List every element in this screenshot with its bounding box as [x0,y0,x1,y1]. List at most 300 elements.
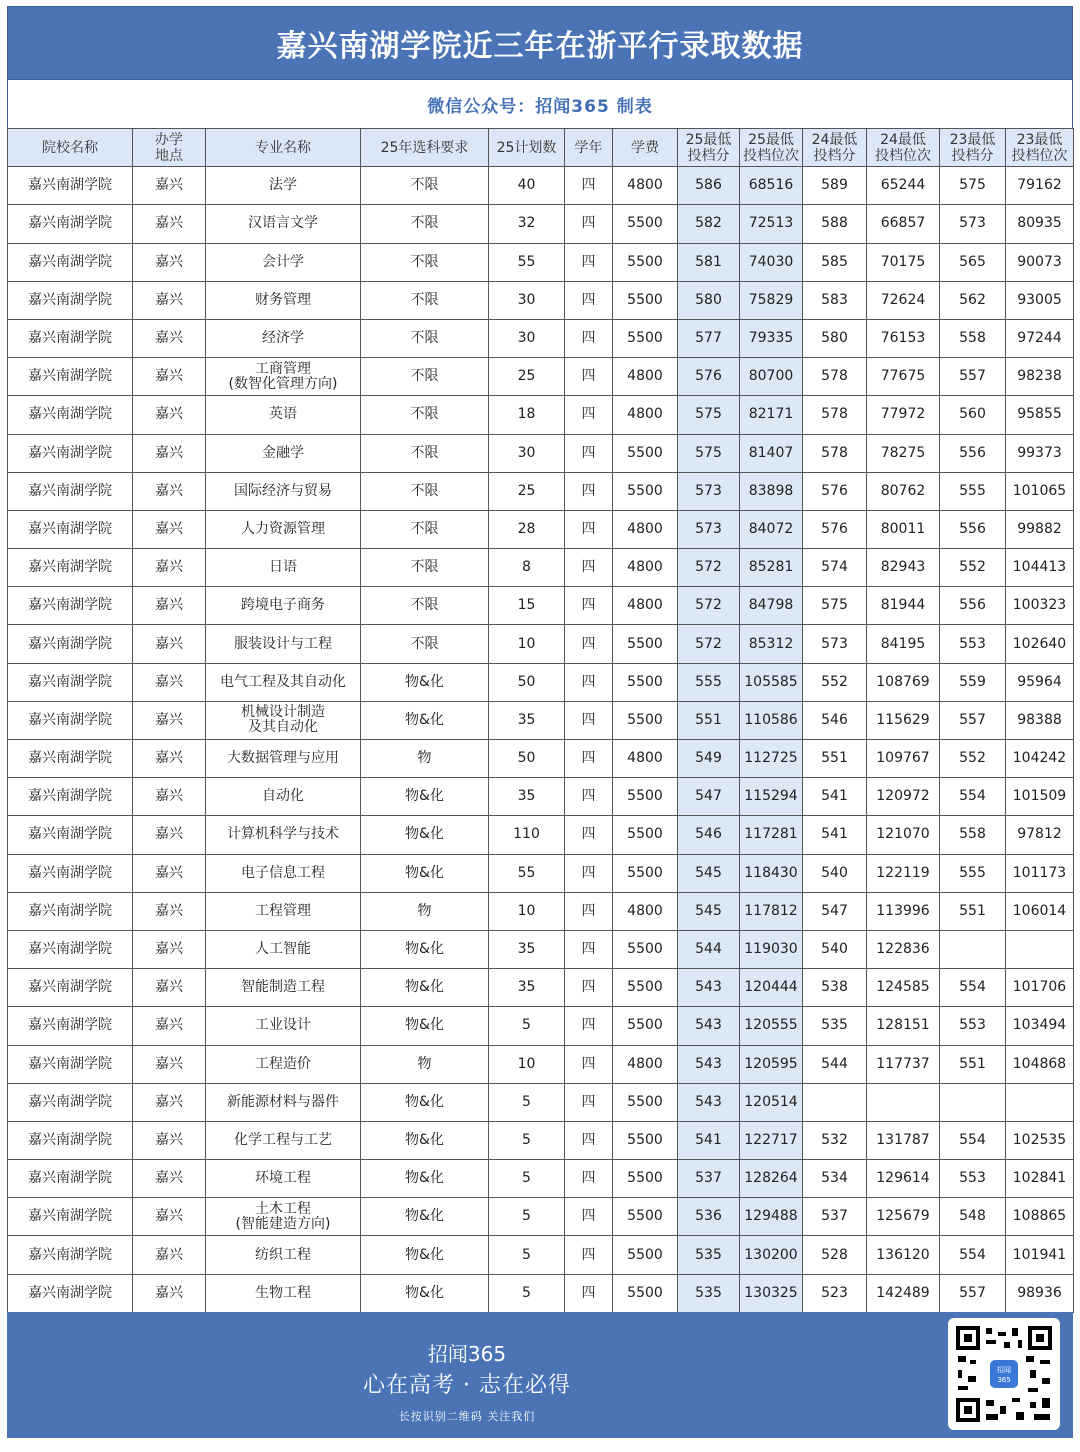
table-cell [867,930,940,968]
cell-text: 99373 [1017,444,1062,461]
cell-text: 131787 [876,1131,930,1148]
cell-text: 551 [959,1055,986,1072]
cell-text: 嘉兴南湖学院 [28,1246,112,1263]
cell-text: 嘉兴 [155,597,183,614]
table-header-row [8,129,1074,167]
cell-text: 122717 [744,1131,798,1148]
table-cell [678,892,740,930]
table-row [8,701,1074,739]
table-cell [867,1121,940,1159]
table-cell [940,1198,1006,1236]
cell-text: 机械设计制造 [241,704,325,721]
table-cell [133,625,206,663]
cell-text: 580 [821,330,848,347]
table-cell [803,1236,867,1274]
table-cell [565,854,613,892]
table-cell [8,1236,133,1274]
subtitle-text: 微信公众号：招闻365 制表 [427,96,653,117]
cell-text: 跨境电子商务 [241,597,325,614]
cell-text: 嘉兴南湖学院 [28,253,112,270]
table-cell [1006,319,1074,357]
table-cell [678,1274,740,1312]
cell-text: 555 [959,482,986,499]
cell-text: 55 [517,253,536,270]
column-header-line: 办学 [155,131,183,148]
cell-text: 生物工程 [255,1284,311,1301]
table-cell [489,1083,565,1121]
cell-text: 575 [695,444,722,461]
table-cell [613,854,678,892]
cell-text: 82171 [748,406,794,423]
cell-text: 120514 [744,1093,798,1110]
cell-text: 535 [821,1017,848,1034]
table-cell [867,472,940,510]
table-cell [133,319,206,357]
table-cell [940,663,1006,701]
cell-text: 四 [581,979,596,996]
cell-text: 129614 [876,1170,930,1187]
cell-text: 嘉兴 [155,864,183,881]
table-cell [678,472,740,510]
cell-text: 环境工程 [255,1170,311,1187]
page-title: 嘉兴南湖学院近三年在浙平行录取数据 [276,29,804,64]
cell-text: 四 [581,177,596,194]
cell-text: 545 [695,902,722,919]
column-header-line: 24最低 [811,131,858,148]
cell-text: 四 [581,864,596,881]
cell-text: 85312 [748,635,794,652]
cell-text: 物&化 [405,979,444,996]
subtitle-bar [7,80,1073,128]
table-cell [678,549,740,587]
cell-text: 四 [581,1093,596,1110]
cell-text: 嘉兴南湖学院 [28,826,112,843]
table-cell [1006,1083,1074,1121]
cell-text: 85281 [748,559,794,576]
table-cell [133,1160,206,1198]
table-cell [1006,625,1074,663]
cell-text: 25 [517,482,536,499]
table-cell [133,701,206,739]
table-row [8,243,1074,281]
table-cell [361,358,489,396]
table-cell [678,243,740,281]
cell-text: 95964 [1017,673,1062,690]
table-cell [489,587,565,625]
table-cell [206,319,361,357]
table-cell [8,816,133,854]
table-cell [8,625,133,663]
cell-text: 575 [695,406,722,423]
table-row [8,281,1074,319]
table-cell [867,816,940,854]
footer-slogan: 心在高考 · 志在必得 [363,1373,571,1398]
cell-text: 547 [695,788,722,805]
table-cell [803,663,867,701]
cell-text: 嘉兴南湖学院 [28,368,112,385]
qr-code-icon[interactable] [948,1318,1060,1430]
cell-text: 35 [517,788,536,805]
table-cell [613,1121,678,1159]
cell-text: 电子信息工程 [241,864,325,881]
table-row [8,1198,1074,1236]
cell-text: 嘉兴 [155,1017,183,1034]
column-header [613,129,678,167]
cell-text: 573 [695,520,722,537]
cell-text: 115294 [744,788,798,805]
column-header [803,129,867,167]
table-cell [940,510,1006,548]
cell-text: 嘉兴南湖学院 [28,788,112,805]
table-cell [867,1045,940,1083]
cell-text: 四 [581,711,596,728]
cell-text: 101941 [1012,1246,1067,1263]
cell-text: 551 [959,902,986,919]
table-cell [361,319,489,357]
table-cell [613,549,678,587]
cell-text: 四 [581,826,596,843]
table-cell [678,587,740,625]
cell-text: 4800 [627,520,663,537]
cell-text: 528 [821,1246,848,1263]
table-cell [361,701,489,739]
table-row [8,930,1074,968]
cell-text: 100323 [1012,597,1067,614]
table-cell [740,167,803,205]
table-cell [206,472,361,510]
table-cell [133,663,206,701]
table-cell [803,1121,867,1159]
table-cell [803,969,867,1007]
cell-text: 四 [581,635,596,652]
table-cell [803,1045,867,1083]
cell-text: 120972 [876,788,930,805]
table-cell [740,281,803,319]
cell-text: 101509 [1012,788,1067,805]
admission-table [7,128,1074,1313]
cell-text: 嘉兴 [155,902,183,919]
cell-text: 嘉兴南湖学院 [28,1284,112,1301]
table-cell [940,1160,1006,1198]
table-cell [8,663,133,701]
cell-text: 工程造价 [255,1055,311,1072]
table-cell [206,167,361,205]
table-cell [678,701,740,739]
table-row [8,1083,1074,1121]
cell-text: 28 [517,520,536,537]
cell-text: 523 [821,1284,848,1301]
table-cell [678,358,740,396]
cell-text: 日语 [269,559,297,576]
table-cell [361,510,489,548]
cell-text: 110586 [744,711,798,728]
table-cell [8,1160,133,1198]
table-cell [361,587,489,625]
table-cell [1006,549,1074,587]
cell-text: 102841 [1012,1170,1067,1187]
table-cell [740,778,803,816]
cell-text: 559 [959,673,986,690]
cell-text: 55 [517,864,536,881]
table-cell [678,167,740,205]
table-cell [867,740,940,778]
cell-text: 5 [522,1131,531,1148]
footer-cta: 长按识别二维码 关注我们 [398,1410,536,1423]
cell-text: 555 [695,673,722,690]
table-cell [489,930,565,968]
table-cell [361,969,489,1007]
cell-text: 543 [695,1055,722,1072]
table-cell [867,1007,940,1045]
table-cell [803,396,867,434]
cell-text: 10 [517,635,536,652]
table-cell [867,625,940,663]
table-cell [361,625,489,663]
cell-text: 562 [959,291,986,308]
table-cell [740,625,803,663]
cell-text: 英语 [269,406,297,423]
table-cell [867,1160,940,1198]
table-cell [940,969,1006,1007]
cell-text: 嘉兴 [155,177,183,194]
cell-text: 四 [581,291,596,308]
table-cell [940,1083,1006,1121]
cell-text: 560 [959,406,986,423]
cell-text: 136120 [876,1246,930,1263]
table-cell [489,510,565,548]
table-cell [489,969,565,1007]
cell-text: 5 [522,1208,531,1225]
table-cell [678,854,740,892]
cell-text: 537 [695,1170,722,1187]
cell-text: 嘉兴南湖学院 [28,330,112,347]
table-row [8,778,1074,816]
cell-text: 77675 [880,368,926,385]
column-header-line: 投档位次 [1011,147,1068,164]
cell-text: 化学工程与工艺 [234,1131,332,1148]
table-cell [940,549,1006,587]
table-cell [133,510,206,548]
table-cell [133,930,206,968]
cell-text: 四 [581,444,596,461]
cell-text: 四 [581,253,596,270]
cell-text: 84072 [748,520,794,537]
table-cell [489,472,565,510]
cell-text: 嘉兴南湖学院 [28,941,112,958]
table-cell [1006,205,1074,243]
table-cell [1006,243,1074,281]
cell-text: 物 [417,1055,432,1072]
cell-text: 嘉兴南湖学院 [28,864,112,881]
table-cell [361,396,489,434]
table-cell [740,1007,803,1045]
cell-text: 576 [695,368,722,385]
table-cell [565,1045,613,1083]
footer-brand: 招闻365 [427,1342,507,1366]
cell-text: 82943 [880,559,926,576]
cell-text: 工业设计 [255,1017,311,1034]
table-cell [489,1045,565,1083]
table-cell [867,701,940,739]
cell-text: 573 [695,482,722,499]
table-cell [565,243,613,281]
table-cell [867,396,940,434]
column-header-line: 投档位次 [743,147,799,164]
cell-text: 110 [513,826,540,843]
table-cell [361,816,489,854]
cell-text: 118430 [744,864,798,881]
table-cell [1006,281,1074,319]
table-cell [1006,167,1074,205]
cell-text: 125679 [876,1208,930,1225]
table-cell [740,472,803,510]
cell-text: 104242 [1012,750,1067,767]
table-cell [803,434,867,472]
cell-text: 553 [959,635,986,652]
cell-text: 120444 [744,979,798,996]
cell-text: 嘉兴 [155,215,183,232]
table-cell [206,663,361,701]
table-cell [8,930,133,968]
table-cell [133,969,206,1007]
cell-text: 物 [417,750,432,767]
cell-text: 552 [821,673,848,690]
cell-text: 573 [821,635,848,652]
column-header [940,129,1006,167]
table-cell [8,587,133,625]
table-cell [940,1121,1006,1159]
cell-text: 558 [959,330,986,347]
table-cell [133,1274,206,1312]
table-cell [678,969,740,1007]
table-cell [565,358,613,396]
cell-text: 4800 [627,406,663,423]
table-cell [8,854,133,892]
cell-text: 575 [821,597,848,614]
cell-text: 四 [581,902,596,919]
table-cell [740,358,803,396]
table-cell [678,434,740,472]
cell-text: 104413 [1012,559,1067,576]
cell-text: 10 [517,902,536,919]
cell-text: 嘉兴 [155,635,183,652]
table-cell [940,1236,1006,1274]
cell-text: 97244 [1017,330,1062,347]
cell-text: 549 [695,750,722,767]
cell-text: 嘉兴南湖学院 [28,1055,112,1072]
table-cell [740,701,803,739]
table-row [8,854,1074,892]
cell-text: 5500 [627,215,663,232]
table-cell [740,587,803,625]
qr-code-graphic [956,1326,1052,1422]
table-cell [8,892,133,930]
cell-text: 572 [695,559,722,576]
cell-text: 581 [695,253,722,270]
table-cell [1006,740,1074,778]
table-cell [133,1236,206,1274]
cell-text: 嘉兴南湖学院 [28,711,112,728]
cell-text: 四 [581,788,596,805]
table-cell [361,205,489,243]
cell-text: 嘉兴 [155,482,183,499]
table-cell [613,396,678,434]
table-cell [678,778,740,816]
table-cell [361,892,489,930]
table-cell [133,281,206,319]
table-cell [361,434,489,472]
cell-text: 国际经济与贸易 [234,482,332,499]
cell-text: 物&化 [405,711,444,728]
cell-text: 120595 [744,1055,798,1072]
table-cell [489,1236,565,1274]
table-cell [361,1274,489,1312]
table-cell [565,625,613,663]
cell-text: 四 [581,559,596,576]
table-cell [565,778,613,816]
table-cell [1006,434,1074,472]
column-header-line: 专业名称 [255,139,311,156]
table-cell [740,969,803,1007]
table-cell [740,1160,803,1198]
cell-text: 80700 [748,368,794,385]
column-header [740,129,803,167]
table-cell [133,243,206,281]
cell-text: 四 [581,1246,596,1263]
table-cell [133,892,206,930]
table-cell [613,167,678,205]
cell-text: 嘉兴南湖学院 [28,635,112,652]
table-row [8,167,1074,205]
table-cell [940,281,1006,319]
table-row [8,816,1074,854]
cell-text: 572 [695,597,722,614]
cell-text: 119030 [744,941,798,958]
cell-text: 嘉兴 [155,826,183,843]
table-row [8,969,1074,1007]
cell-text: 30 [517,330,536,347]
column-header-line: 投档位次 [875,147,931,164]
table-cell [133,1083,206,1121]
cell-text: 572 [695,635,722,652]
table-cell [803,1007,867,1045]
cell-text: 575 [959,177,986,194]
cell-text: 30 [517,444,536,461]
table-cell [1006,396,1074,434]
table-cell [803,358,867,396]
table-cell [206,816,361,854]
table-cell [940,1007,1006,1045]
table-cell [206,1083,361,1121]
table-cell [206,510,361,548]
cell-text: 545 [695,864,722,881]
cell-text: 四 [581,1055,596,1072]
table-cell [940,205,1006,243]
cell-text: 四 [581,1131,596,1148]
cell-text: 5500 [627,711,663,728]
column-header-line: 投档分 [687,147,730,164]
cell-text: 四 [581,750,596,767]
cell-text: 电气工程及其自动化 [220,673,346,690]
table-cell [740,816,803,854]
cell-text: 117812 [744,902,798,919]
table-cell [489,358,565,396]
table-cell [565,587,613,625]
table-cell [361,243,489,281]
cell-text: 人力资源管理 [241,520,325,537]
cell-text: 嘉兴南湖学院 [28,1131,112,1148]
cell-text: 557 [959,368,986,385]
